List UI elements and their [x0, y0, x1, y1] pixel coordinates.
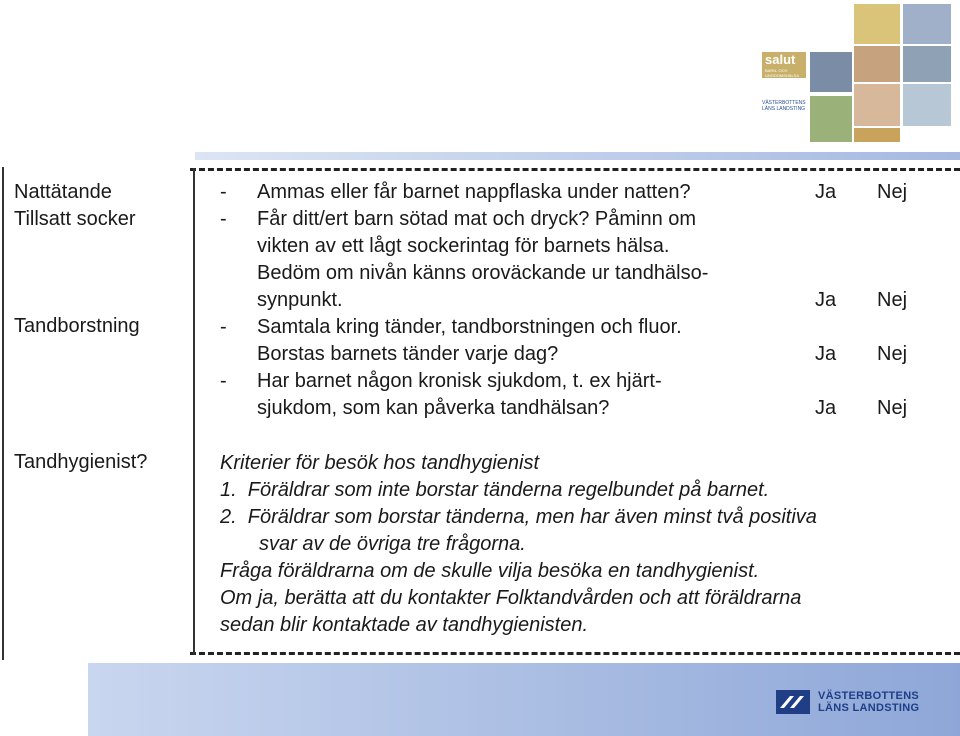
answer-nej: Nej [877, 343, 908, 365]
label-tandhygienist: Tandhygienist? [14, 451, 148, 473]
top-dashed-divider [190, 168, 960, 171]
collage-org-logo: VÄSTERBOTTENS LÄNS LANDSTING [762, 100, 806, 112]
answer-ja: Ja [815, 289, 837, 311]
collage-photo-tile [854, 46, 900, 82]
criteria-heading: Kriterier för besök hos tandhygienist [220, 452, 540, 474]
salut-logo: salut BARN- OCH UNGDOMSHÄLSA [762, 52, 806, 78]
question-sugar-line: synpunkt. [257, 289, 343, 311]
column-divider-line [193, 168, 195, 655]
question-brushing-line: Borstas barnets tänder varje dag? [257, 343, 559, 365]
question-sugar-line: Får ditt/ert barn sötad mat och dryck? Påminn om [257, 208, 697, 230]
collage-photo-tile [903, 46, 951, 82]
collage-photo-tile [903, 4, 951, 44]
criteria-item-2: 2. Föräldrar som borstar tänderna, men har även minst två positiva [220, 506, 817, 528]
logo-line-1: VÄSTERBOTTENS [818, 690, 920, 702]
criteria-yes-line: sedan blir kontaktade av tandhygienisten. [220, 614, 589, 636]
label-tandborstning: Tandborstning [14, 315, 140, 337]
answer-nej: Nej [877, 397, 908, 419]
left-border-line [2, 167, 4, 660]
landsting-mark-icon [776, 690, 810, 714]
answer-ja: Ja [815, 397, 837, 419]
collage-photo-tile [854, 4, 900, 44]
question-night-feeding: Ammas eller får barnet nappflaska under natten? [257, 181, 691, 203]
top-gradient-bar [195, 152, 960, 160]
collage-photo-tile [854, 128, 900, 142]
vasterbotten-logo [776, 690, 919, 714]
answer-nej: Nej [877, 181, 908, 203]
answer-nej: Nej [877, 289, 908, 311]
answer-ja: Ja [815, 181, 837, 203]
bullet-dash: - [220, 316, 227, 338]
bullet-dash: - [220, 370, 227, 392]
bullet-dash: - [220, 208, 227, 230]
question-sugar-line: Bedöm om nivån känns oroväckande ur tandhälso- [257, 262, 709, 284]
collage-photo-tile [810, 52, 852, 92]
collage-photo-tile [854, 84, 900, 126]
collage-photo-tile [810, 96, 852, 142]
criteria-yes-line: Om ja, berätta att du kontakter Folktandvården och att föräldrarna [220, 587, 802, 609]
label-nattatande: Nattätande [14, 181, 112, 203]
label-tillsatt-socker: Tillsatt socker [14, 208, 136, 230]
bottom-dashed-divider [190, 652, 960, 655]
criteria-item-2-cont: svar av de övriga tre frågorna. [259, 533, 526, 555]
question-chronic-line: sjukdom, som kan påverka tandhälsan? [257, 397, 610, 419]
collage-photo-tile [903, 84, 951, 126]
criteria-ask: Fråga föräldrarna om de skulle vilja besöka en tandhygienist. [220, 560, 760, 582]
question-chronic-line: Har barnet någon kronisk sjukdom, t. ex hjärt- [257, 370, 662, 392]
criteria-item-1: 1. Föräldrar som inte borstar tänderna regelbundet på barnet. [220, 479, 770, 501]
answer-ja: Ja [815, 343, 837, 365]
bullet-dash: - [220, 181, 227, 203]
question-sugar-line: vikten av ett lågt sockerintag för barnets hälsa. [257, 235, 670, 257]
question-brushing-line: Samtala kring tänder, tandborstningen och fluor. [257, 316, 682, 338]
booklet-collage [758, 4, 954, 144]
logo-line-2: LÄNS LANDSTING [818, 702, 920, 714]
